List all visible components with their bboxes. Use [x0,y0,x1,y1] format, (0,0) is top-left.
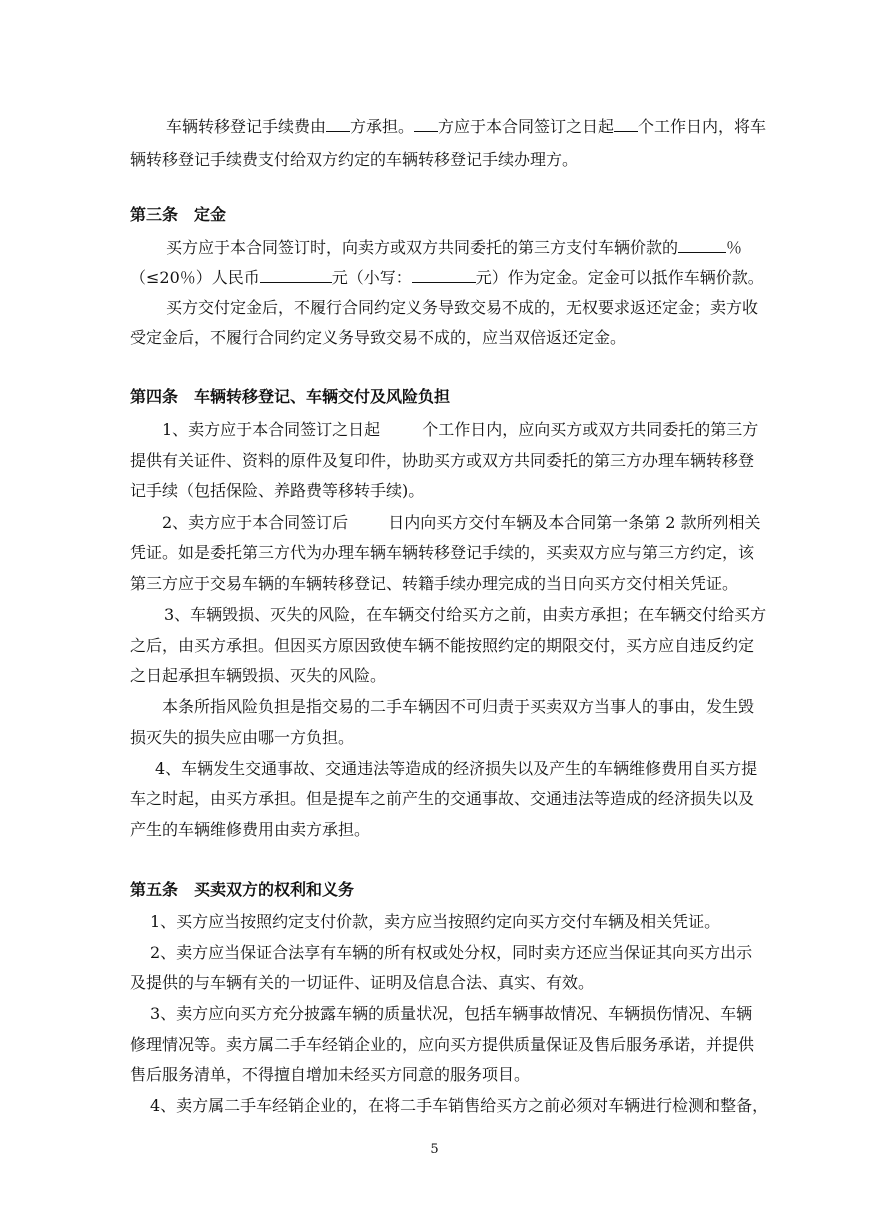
article-3-heading: 第三条 定金 [130,205,227,224]
article-4-item-4-line-2: 车之时起，由买方承担。但是提车之前产生的交通事故、交通违法等造成的经济损失以及 [130,789,755,808]
page-number: 5 [430,1142,439,1157]
article-5-item-4-line-1: 4、卖方属二手车经销企业的，在将二手车销售给买方之前必须对车辆进行检测和整备， [150,1096,769,1115]
blank-field [260,267,332,283]
article-4-item-2-line-3: 第三方应于交易车辆的车辆转移登记、转籍手续办理完成的当日向买方交付相关凭证。 [130,574,739,593]
blank-field [412,267,476,283]
transfer-fee-line-2: 辆转移登记手续费支付给双方约定的车辆转移登记手续办理方。 [130,150,579,169]
article-5-item-1: 1、买方应当按照约定支付价款，卖方应当按照约定向买方交付车辆及相关凭证。 [150,912,721,931]
article-4-item-1-line-2: 提供有关证件、资料的原件及复印件，协助买方或双方共同委托的第三方办理车辆转移登 [130,451,755,470]
article-5-item-2-line-2: 及提供的与车辆有关的一切证件、证明及信息合法、真实、有效。 [130,973,595,992]
article-3-p2-line-1: 买方交付定金后，不履行合同约定义务导致交易不成的，无权要求返还定金；卖方收 [166,298,759,317]
blank-field [678,237,726,253]
article-4-item-3-line-3: 之日起承担车辆毁损、灭失的风险。 [130,666,387,685]
transfer-fee-line-1: 车辆转移登记手续费由 方承担。 方应于本合同签订之日起 个工作日内，将车 [166,117,767,136]
blank-field [326,116,350,132]
article-4-item-1-line-3: 记手续（包括保险、养路费等移转手续)。 [130,481,425,500]
article-4-heading: 第四条 车辆转移登记、车辆交付及风险负担 [130,387,451,406]
article-4-item-3-line-1: 3、车辆毁损、灭失的风险，在车辆交付给买方之前，由卖方承担；在车辆交付给买方 [164,605,767,624]
article-4-item-4-line-3: 产生的车辆维修费用由卖方承担。 [130,820,371,839]
article-3-p1-line-2: （≤20％）人民币 元（小写： 元）作为定金。定金可以抵作车辆价款。 [130,268,764,287]
article-3-p1-line-1: 买方应于本合同签订时，向卖方或双方共同委托的第三方支付车辆价款的 ％ [166,238,743,257]
article-5-heading: 第五条 买卖双方的权利和义务 [130,880,355,899]
article-5-item-2-line-1: 2、卖方应当保证合法享有车辆的所有权或处分权，同时卖方还应当保证其向买方出示 [150,943,753,962]
article-3-p2-line-2: 受定金后，不履行合同约定义务导致交易不成的，应当双倍返还定金。 [130,328,627,347]
article-4-item-4-line-1: 4、车辆发生交通事故、交通违法等造成的经济损失以及产生的车辆维修费用自买方提 [155,759,758,778]
blank-field [414,116,438,132]
article-5-item-3-line-3: 售后服务清单，不得擅自增加未经买方同意的服务项目。 [130,1065,531,1084]
article-4-item-2-line-1: 2、卖方应于本合同签订后 日内向买方交付车辆及本合同第一条第 2 款所列相关 [162,513,761,532]
article-5-item-3-line-2: 修理情况等。卖方属二手车经销企业的，应向买方提供质量保证及售后服务承诺，并提供 [130,1035,755,1054]
article-4-note-line-2: 损灭失的损失应由哪一方负担。 [130,728,355,747]
blank-field [614,116,638,132]
article-4-note-line-1: 本条所指风险负担是指交易的二手车辆因不可归责于买卖双方当事人的事由，发生毁 [162,697,755,716]
article-4-item-3-line-2: 之后，由买方承担。但因买方原因致使车辆不能按照约定的期限交付，买方应自违反约定 [130,636,755,655]
article-4-item-2-line-2: 凭证。如是委托第三方代为办理车辆车辆转移登记手续的，买卖双方应与第三方约定，该 [130,543,755,562]
article-5-item-3-line-1: 3、卖方应向买方充分披露车辆的质量状况，包括车辆事故情况、车辆损伤情况、车辆 [150,1004,753,1023]
article-4-item-1-line-1: 1、卖方应于本合同签订之日起 个工作日内，应向买方或双方共同委托的第三方 [162,420,759,439]
